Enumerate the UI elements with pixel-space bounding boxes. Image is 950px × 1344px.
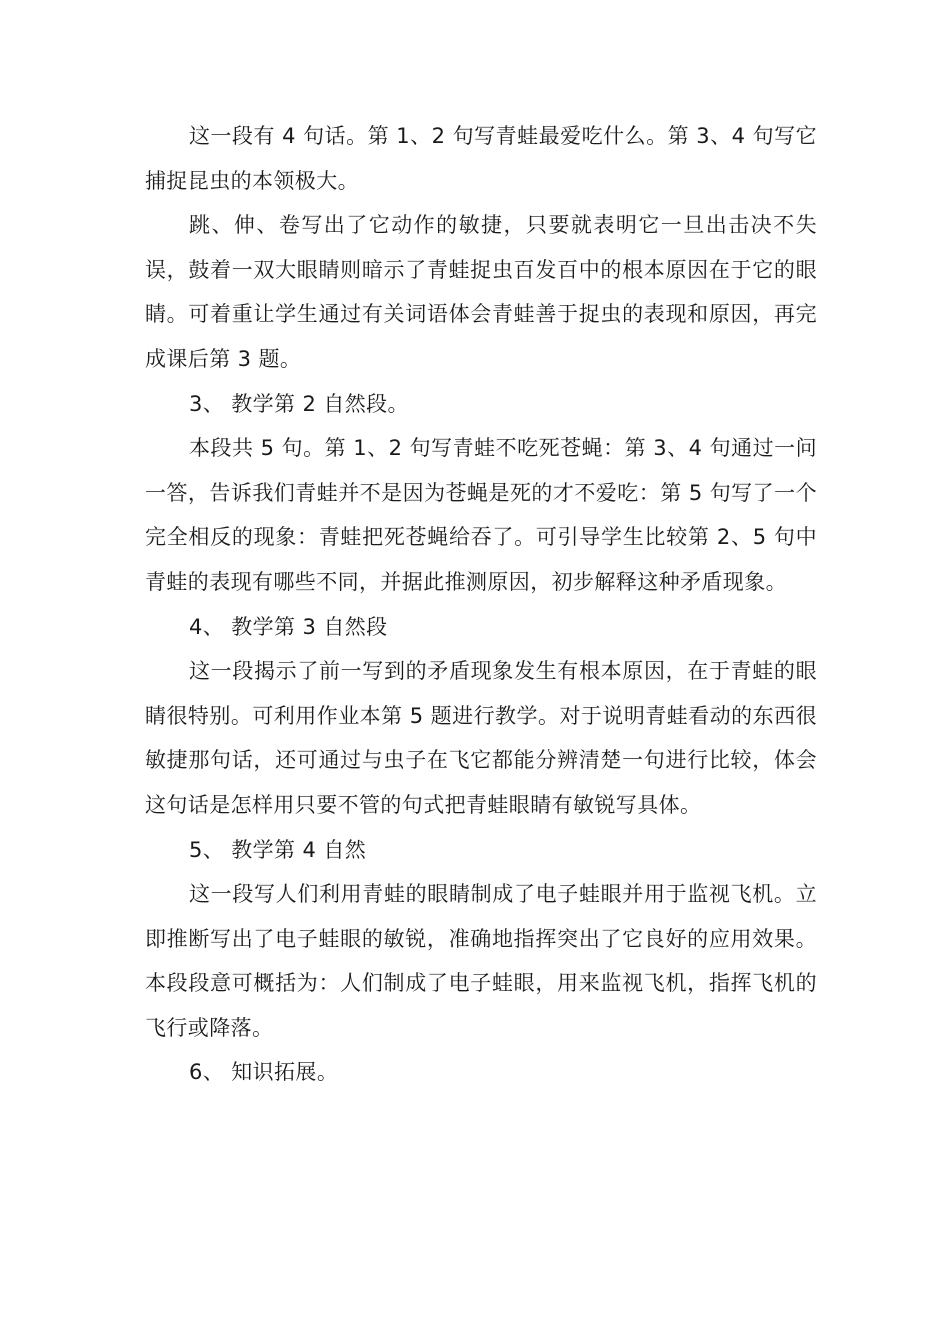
heading-section-3: 3、 教学第 2 自然段。 <box>189 391 409 416</box>
paragraph-action-analysis: 跳、伸、卷写出了它动作的敏捷，只要就表明它一旦出击决不失误，鼓着一双大眼睛则暗示了青蛙捉虫百发百中的根本原因在于它的眼睛。可着重让学生通过有关词语体会青蛙善于捉虫的表现和原因，再完成课后第 3 题。 <box>145 213 817 371</box>
paragraph-section-4: 这一段揭示了前一写到的矛盾现象发生有根本原因，在于青蛙的眼睛很特别。可利用作业本第 5 题进行教学。对于说明青蛙看动的东西很敏捷那句话，还可通过与虫子在飞它都能分辨清楚一句进行比较，体会这句话是怎样用只要不管的句式把青蛙眼睛有敏锐写具体。 <box>145 659 817 817</box>
heading-section-5: 5、 教学第 4 自然 <box>189 837 367 862</box>
paragraph-section-5: 这一段写人们利用青蛙的眼睛制成了电子蛙眼并用于监视飞机。立即推断写出了电子蛙眼的敏锐，准确地指挥突出了它良好的应用效果。本段段意可概括为：人们制成了电子蛙眼，用来监视飞机，指挥飞机的飞行或降落。 <box>145 882 817 1040</box>
heading-section-4: 4、 教学第 3 自然段 <box>189 614 388 639</box>
document-body <box>145 114 817 1095</box>
heading-section-6: 6、 知识拓展。 <box>189 1060 339 1085</box>
paragraph-sentence-structure: 这一段有 4 句话。第 1、2 句写青蛙最爱吃什么。第 3、4 句写它捕捉昆虫的本领极大。 <box>145 124 817 193</box>
paragraph-section-3: 本段共 5 句。第 1、2 句写青蛙不吃死苍蝇：第 3、4 句通过一问一答，告诉我们青蛙并不是因为苍蝇是死的才不爱吃：第 5 句写了一个完全相反的现象：青蛙把死苍蝇给吞了。可引导学生比较第 2、5 句中青蛙的表现有哪些不同，并据此推测原因，初步解释这种矛盾现象。 <box>145 436 817 594</box>
